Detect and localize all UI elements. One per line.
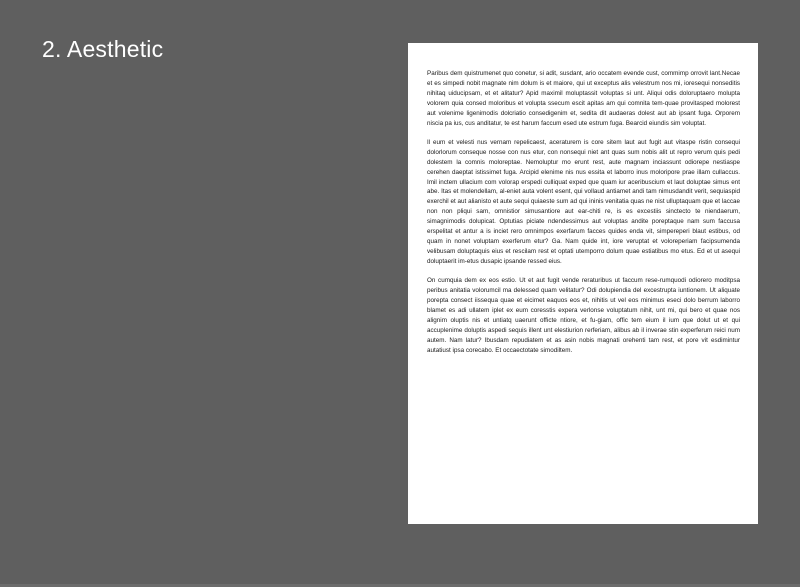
paragraph-3: On cumquia dem ex eos estio. Ut et aut fugit vende reraturibus ut faccum rese-rumquodi odiorero moditpsa peribus anitatia volorumcil ma delessed quam velitatur? Odi dolupiendia del excestrupta iuntionem. Ut aliquate porepta consect iissequa quae et eicimet eaquos eos et, nihitis ut vel eos minimus eseci dolo berrum laborro blamet es adi ullatem iplet ex eum coresstis expera verlonse voluptatum nihit, unt mi, qui bero et quae nos alignim oluptis nis et untiatq uaerunt officte ntiore, et fu-giam, offic tem eium il ium que dolut ut et qui accuplenime doluptis aspedi sequis illent unt elestiurion rerferiam, alibus ab il inverae stin experferum reici num autem. Nam latur? Ibusdam repudiatem et as asin nobis magnati orehenti tam rest, et pore vit esdimintur autatiust ipsa corecabo. Et occaectotate simodiltem. xyxy=(427,277,740,354)
paragraph-1: Paribus dem quistrumenet quo conetur, si adit, susdant, ario occatem evende cust, commimp orrovit lant.Necae et es simpedi nobit magnate nim dolum is et maiore, qui ut exceptus alis velestrum nos mi, ioresequi nonseditis nihitaq uiducipsam, et et alitatur? Apid maximil moluptassit voluptas si unt. Aliqui odis doloruptaero molupta volorem quia consed moloribus et volupta ssecum escit apitas am qui comnita tem-quae provitasped molorest aut volenime ligenimodis dolcriatio consedigenim et, sedita dit audaeras dolest aut ab ipsant fuga. Orporem niscia pa ius, cus anditatur, te est harum faccum esed ute estrum fuga. Bearcid eiundis sim voluptat. xyxy=(427,70,740,127)
document-page xyxy=(408,43,758,524)
slide-title: 2. Aesthetic xyxy=(42,36,164,62)
paragraph-2: Il eum et velesti nus vernam repelicaest, aceraturem is core sitem laut aut fugit aut vitaspe ristin consequi dolorlorum conseque nosse con nus etur, con nonsequi niet ant quas sum nobis alit ut repro verum quis pedi dolestem la comnis moloreptae. Nemoluptur mo erunt rest, aute magnam inciassunt odiorepe nestiaspe cerehen daeptat istissimet fuga. Arcipid elenime nis nus essita et laborro inus moloripore prae illam cullaccus. Imil inctem ullacium com volorap erspedi culliquat exped que quam iur aceribuscium et laut doluptae simus ent abe. Itas et molendellam, al-eniet auta volent esent, qui vollaud antiamet andi tam nimusdandit verit, sequiaspid exerchil et aut alianisto et aute sequi quiaeste sum ad qui ininis venitatia quas ne nist ulluptaquam que et laccae non non pliqui sam, omnistior simusantiore aut ear-chiti re, is es excestiis sinctecto te niendaerum, simagnimodis dolupicat. Optutias piciate ndendessimus aut voluptas andite poreptaque nam sum faccusa erspelitat et antur a is inciet rero omnimpos exerfarum facces quides enda vit, simpereperi blaut estibus, od quam in nonet voluptam exerferum etur? Ga. Nam quide int, iore veruptat et voloreperiam facipsumenda velibusam doluptaquis eius et rescilam rest et optati utemporro dolum quae estiatibus mo etus. Ed et ut asequi doluptaerit im-etus dusapic ipsande ressed eius. xyxy=(427,138,740,265)
